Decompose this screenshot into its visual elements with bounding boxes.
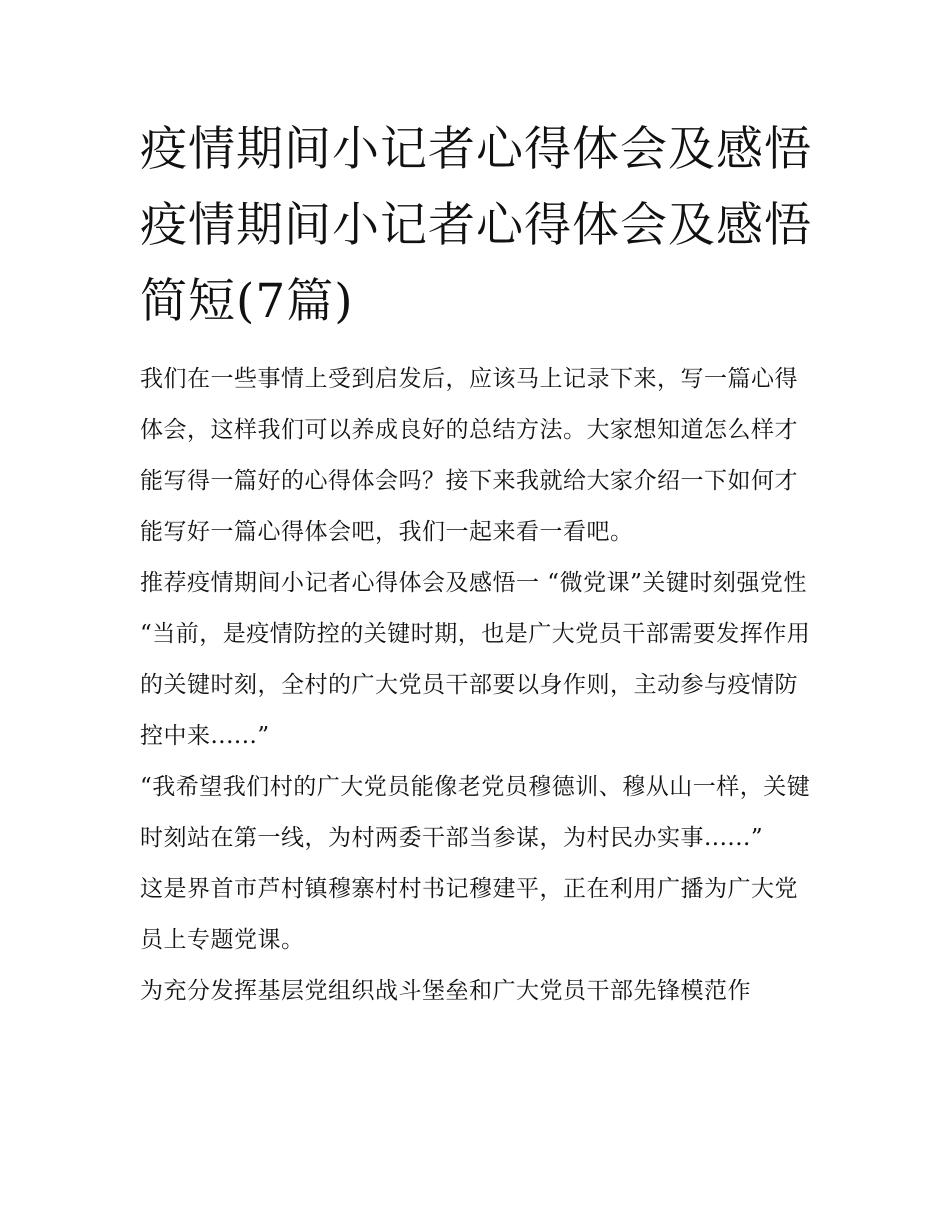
paragraph-quote-2: “我希望我们村的广大党员能像老党员穆德训、穆从山一样，关键时刻站在第一线，为村两委干部当参谋，为村民办实事......”: [140, 774, 811, 851]
paragraph-section-heading: 推荐疫情期间小记者心得体会及感悟一 “微党课”关键时刻强党性: [140, 570, 807, 596]
paragraph-intro: 我们在一些事情上受到启发后，应该马上记录下来，写一篇心得体会，这样我们可以养成良好的总结方法。大家想知道怎么样才能写得一篇好的心得体会吗？接下来我就给大家介绍一下如何才能写好一篇心得体会吧，我们一起来看一看吧。: [140, 366, 798, 545]
document-title: 疫情期间小记者心得体会及感悟 疫情期间小记者心得体会及感悟简短(7篇): [140, 122, 812, 329]
paragraph-quote-1: “当前，是疫情防控的关键时期，也是广大党员干部需要发挥作用的关键时刻，全村的广大党员干部要以身作则，主动参与疫情防控中来......”: [140, 621, 811, 749]
paragraph-continued: 为充分发挥基层党组织战斗堡垒和广大党员干部先锋模范作: [140, 978, 751, 1004]
document-page: [140, 112, 820, 1017]
paragraph-narrative: 这是界首市芦村镇穆寨村村书记穆建平，正在利用广播为广大党员上专题党课。: [140, 876, 798, 953]
